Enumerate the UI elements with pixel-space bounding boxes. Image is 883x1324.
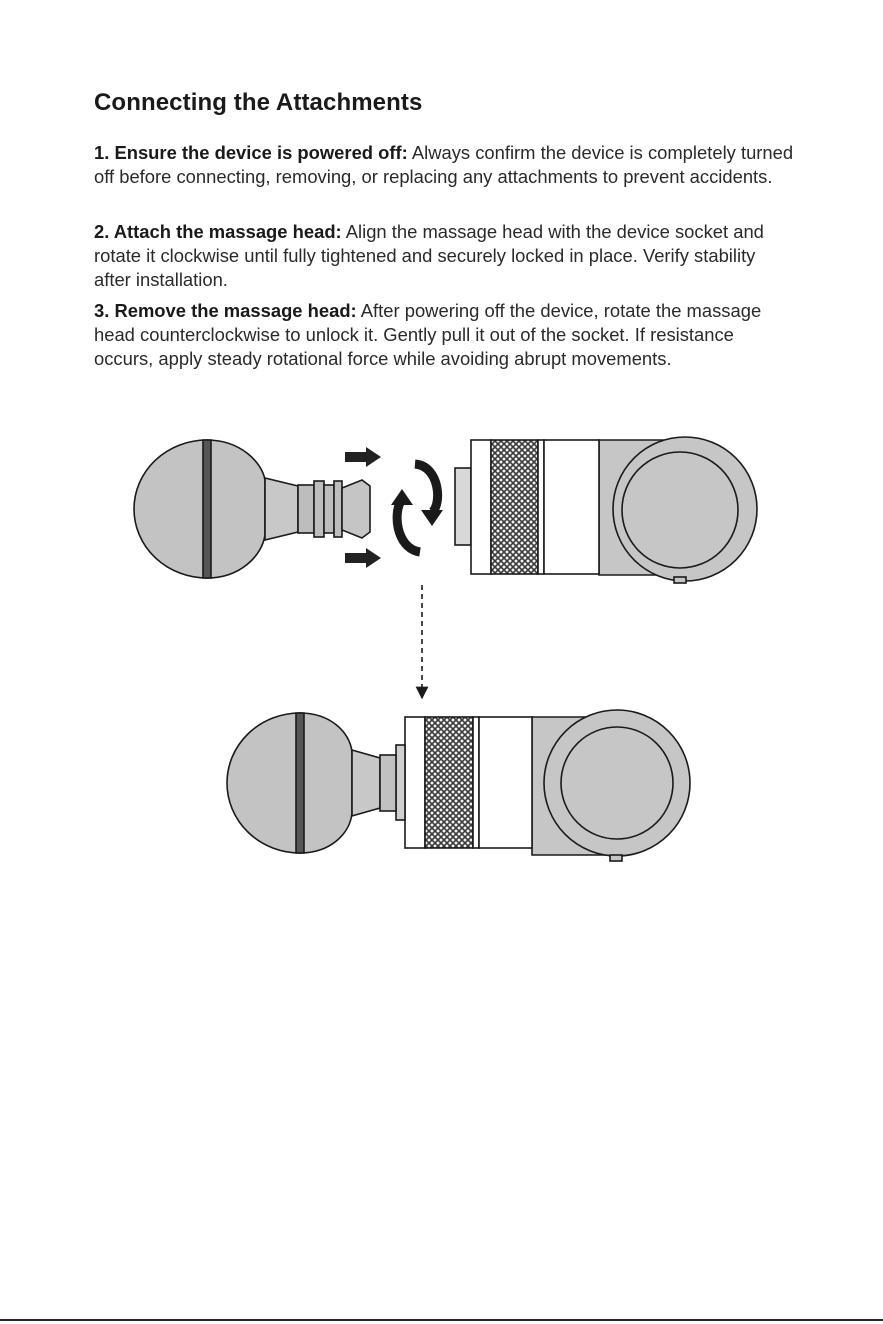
bottom-rule xyxy=(0,1319,883,1321)
step-3-body: After powering off the device, rotate the massage head counterclockwise to unlock it. Gently pull it out of the socket. If resistance occurs, apply steady rotational force while avoiding abrupt movements. xyxy=(94,300,762,369)
page-title: Connecting the Attachments xyxy=(94,89,423,116)
step-3-heading: 3. Remove the massage head: xyxy=(94,300,357,321)
attachment-diagram xyxy=(0,425,883,875)
step-3 xyxy=(94,299,794,371)
step-1 xyxy=(94,141,794,189)
step-2-heading: 2. Attach the massage head: xyxy=(94,221,342,242)
step-2-body: Align the massage head with the device socket and rotate it clockwise until fully tightened and securely locked in place. Verify stability after installation. xyxy=(94,221,764,290)
massage-gun-body-top xyxy=(455,437,757,583)
massage-gun-assembled xyxy=(227,710,690,861)
massage-head-detached xyxy=(134,440,370,578)
step-1-heading: 1. Ensure the device is powered off: xyxy=(94,142,408,163)
rotate-icon xyxy=(397,464,438,552)
step-2 xyxy=(94,220,794,292)
step-1-body: Always confirm the device is completely turned off before connecting, removing, or replacing any attachments to prevent accidents. xyxy=(94,142,794,187)
